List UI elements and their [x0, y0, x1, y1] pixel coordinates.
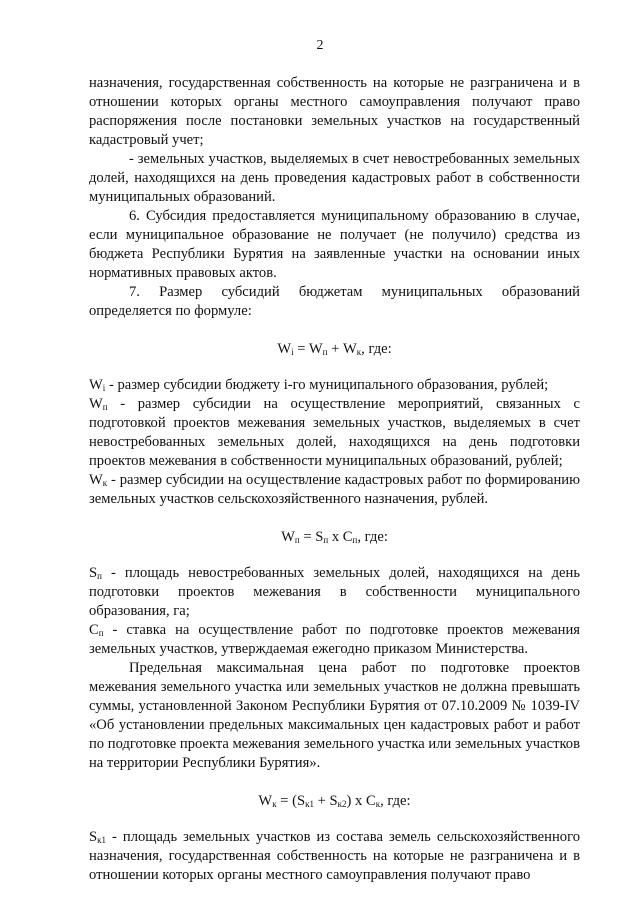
- page-number: 2: [316, 38, 324, 53]
- definition-sp: $S_п$ - площадь невостребованных земельных долей, находящихся на день подготовки проектов межевания в собственности муниципального образования, га;: [89, 565, 580, 619]
- paragraph-max-price: Предельная максимальная цена работ по подготовке проектов межевания земельного участка или земельных участков не должна превышать суммы, установленной Законом Республики Бурятия от 07.10.2009 № 1039-IV «Об установлении предельных максимальных цен кадастровых работ и работ по подготовке проекта межевания земельного участка или земельных участков на территории Республики Бурятия».: [89, 660, 580, 771]
- paragraph-item-6: 6. Субсидия предоставляется муниципальному образованию в случае, если муниципальное образование не получает (не получило) средства из бюджета Республики Бурятия на заявленные участки на основании иных нормативных правовых актов.: [89, 208, 580, 281]
- definition-sk1: $S_{к1}$ - площадь земельных участков из состава земель сельскохозяйственного назначения, государственная собственность на которые не разграничена и в отношении которых органы местного самоуправления получают право: [89, 829, 580, 883]
- paragraph-list-item: - земельных участков, выделяемых в счет невостребованных земельных долей, находящихся на день проведения кадастровых работ в собственности муниципальных образований.: [89, 151, 580, 205]
- formula-wp: $W_п = S_п$ x $C_п$, где:: [281, 529, 388, 545]
- definition-wp: $W_п$ - размер субсидии на осуществление мероприятий, связанных с подготовкой проектов межевания земельных участков, выделяемых в счет невостребованных земельных долей, находящихся на день подготовки проектов межевания в собственности муниципальных образований, рублей;: [89, 396, 580, 469]
- document-body: [89, 74, 580, 885]
- definition-cp: $C_п$ - ставка на осуществление работ по подготовке проектов межевания земельных участков, утверждаемая ежегодно приказом Министерства.: [89, 622, 580, 657]
- paragraph-continuation: назначения, государственная собственность на которые не разграничена и в отношении которых органы местного самоуправления получают право распоряжения после постановки земельных участков на государственный кадастровый учет;: [89, 75, 580, 148]
- formula-wi: $W_i = W_п + W_к$, где:: [277, 341, 392, 357]
- definition-wi: $W_i$ - размер субсидии бюджету i-го муниципального образования, рублей;: [89, 377, 549, 393]
- paragraph-item-7: 7. Размер субсидий бюджетам муниципальных образований определяется по формуле:: [89, 284, 580, 319]
- definition-wk: $W_к$ - размер субсидии на осуществление кадастровых работ по формированию земельных участков сельскохозяйственного назначения, рублей.: [89, 472, 580, 507]
- formula-wk: $W_к = (S_{к1} + S_{к2})$ x $C_к$, где:: [258, 793, 411, 809]
